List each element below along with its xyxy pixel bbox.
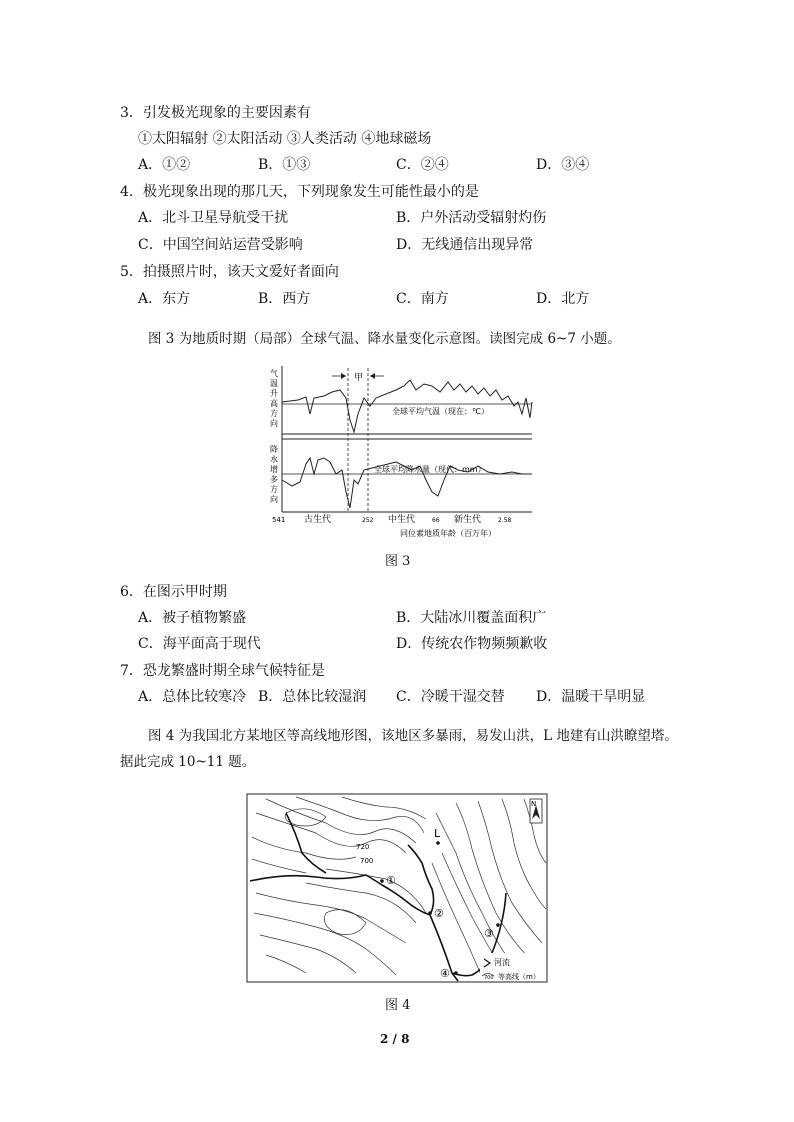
temp-axis-label-3: 高 [270, 399, 278, 408]
q7-option-c: C．冷暖干湿交替 [396, 689, 505, 705]
north-label: N [531, 800, 537, 808]
q6-option-d: D．传统农作物频频歉收 [396, 636, 548, 652]
q3-stem: 3．引发极光现象的主要因素有 [120, 105, 311, 121]
period-label: 甲 [354, 373, 364, 383]
temp-ref-label: 全球平均气温（现在：℃） [392, 407, 489, 416]
q3-option-c: C．②④ [396, 157, 449, 173]
legend-contour: 等高线（m） [498, 973, 540, 981]
figure-4-caption: 图 4 [385, 998, 411, 1013]
point-3: ③ [484, 927, 494, 940]
q3-option-a: A．①② [138, 157, 191, 173]
precip-ref-label: 全球平均降水量（现代：mm） [374, 465, 486, 474]
figure-4-map [246, 793, 548, 983]
era-mesozoic: 中生代 [388, 515, 416, 525]
x-tick-541: 541 [272, 516, 286, 524]
q4-stem: 4．极光现象出现的那几天，下列现象发生可能性最小的是 [120, 184, 479, 200]
precip-axis-label-4: 方 [270, 485, 278, 494]
q5-option-c: C．南方 [396, 291, 449, 307]
contour-label-700: 700 [360, 857, 374, 865]
q3-option-b: B．①③ [258, 157, 311, 173]
q6-option-b: B．大陆冰川覆盖面积广 [396, 610, 547, 626]
legend-contour-value: 700 [484, 975, 494, 981]
q7-stem: 7．恐龙繁盛时期全球气候特征是 [120, 663, 325, 679]
precip-axis-label-0: 降 [270, 445, 278, 454]
x-tick-2-58: 2.58 [498, 517, 512, 524]
temp-axis-label-1: 温 [270, 379, 278, 388]
q6-option-a: A．被子植物繁盛 [138, 610, 247, 626]
q4-option-b: B．户外活动受辐射灼伤 [396, 210, 547, 226]
point-2: ② [434, 907, 444, 920]
contour-label-720: 720 [356, 843, 370, 851]
q5-option-a: A．东方 [138, 291, 191, 307]
legend-river: 河流 [494, 958, 510, 967]
q5-option-d: D．北方 [536, 291, 590, 307]
q6-option-c: C．海平面高于现代 [138, 636, 261, 652]
q5-option-b: B．西方 [258, 291, 311, 307]
q7-option-d: D．温暖干旱明显 [536, 689, 646, 705]
temp-axis-label-5: 向 [270, 419, 278, 428]
q3-items: ①太阳辐射 ②太阳活动 ③人类活动 ④地球磁场 [138, 131, 432, 147]
temp-axis-label-0: 气 [270, 369, 278, 378]
point-4: ④ [440, 967, 450, 980]
point-1: ① [386, 874, 396, 887]
q7-option-a: A．总体比较寒冷 [138, 689, 247, 705]
page-number: 2 / 8 [380, 1032, 410, 1046]
precip-axis-label-3: 多 [270, 475, 278, 484]
era-cenozoic: 新生代 [454, 515, 482, 525]
q4-option-d: D．无线通信出现异常 [396, 237, 534, 253]
era-paleozoic: 古生代 [304, 515, 332, 525]
temp-axis-label-4: 方 [270, 409, 278, 418]
figure-3-chart [268, 362, 538, 542]
q4-option-a: A．北斗卫星导航受干扰 [138, 210, 289, 226]
point-l: L [434, 827, 441, 840]
q3-option-d: D．③④ [536, 157, 590, 173]
precip-axis-label-5: 向 [270, 495, 278, 504]
x-axis-title: 同位素地质年龄（百万年） [400, 529, 496, 538]
precip-axis-label-1: 水 [270, 455, 278, 464]
q4-option-c: C．中国空间站运营受影响 [138, 237, 303, 253]
figure-3-caption: 图 3 [385, 554, 411, 569]
intro-10-11-line-2: 据此完成 10~11 题。 [120, 754, 256, 770]
q7-option-b: B．总体比较湿润 [258, 689, 367, 705]
q5-stem: 5．拍摄照片时，该天文爱好者面向 [120, 264, 339, 280]
temp-axis-label-2: 升 [270, 389, 278, 398]
intro-6-7: 图 3 为地质时期（局部）全球气温、降水量变化示意图。读图完成 6~7 小题。 [148, 331, 621, 347]
precip-axis-label-2: 增 [270, 465, 278, 474]
x-tick-252: 252 [362, 517, 374, 524]
q6-stem: 6．在图示甲时期 [120, 584, 227, 600]
intro-10-11-line-1: 图 4 为我国北方某地区等高线地形图，该地区多暴雨，易发山洪，L 地建有山洪瞭望塔。 [148, 728, 678, 744]
x-tick-66: 66 [432, 517, 440, 524]
